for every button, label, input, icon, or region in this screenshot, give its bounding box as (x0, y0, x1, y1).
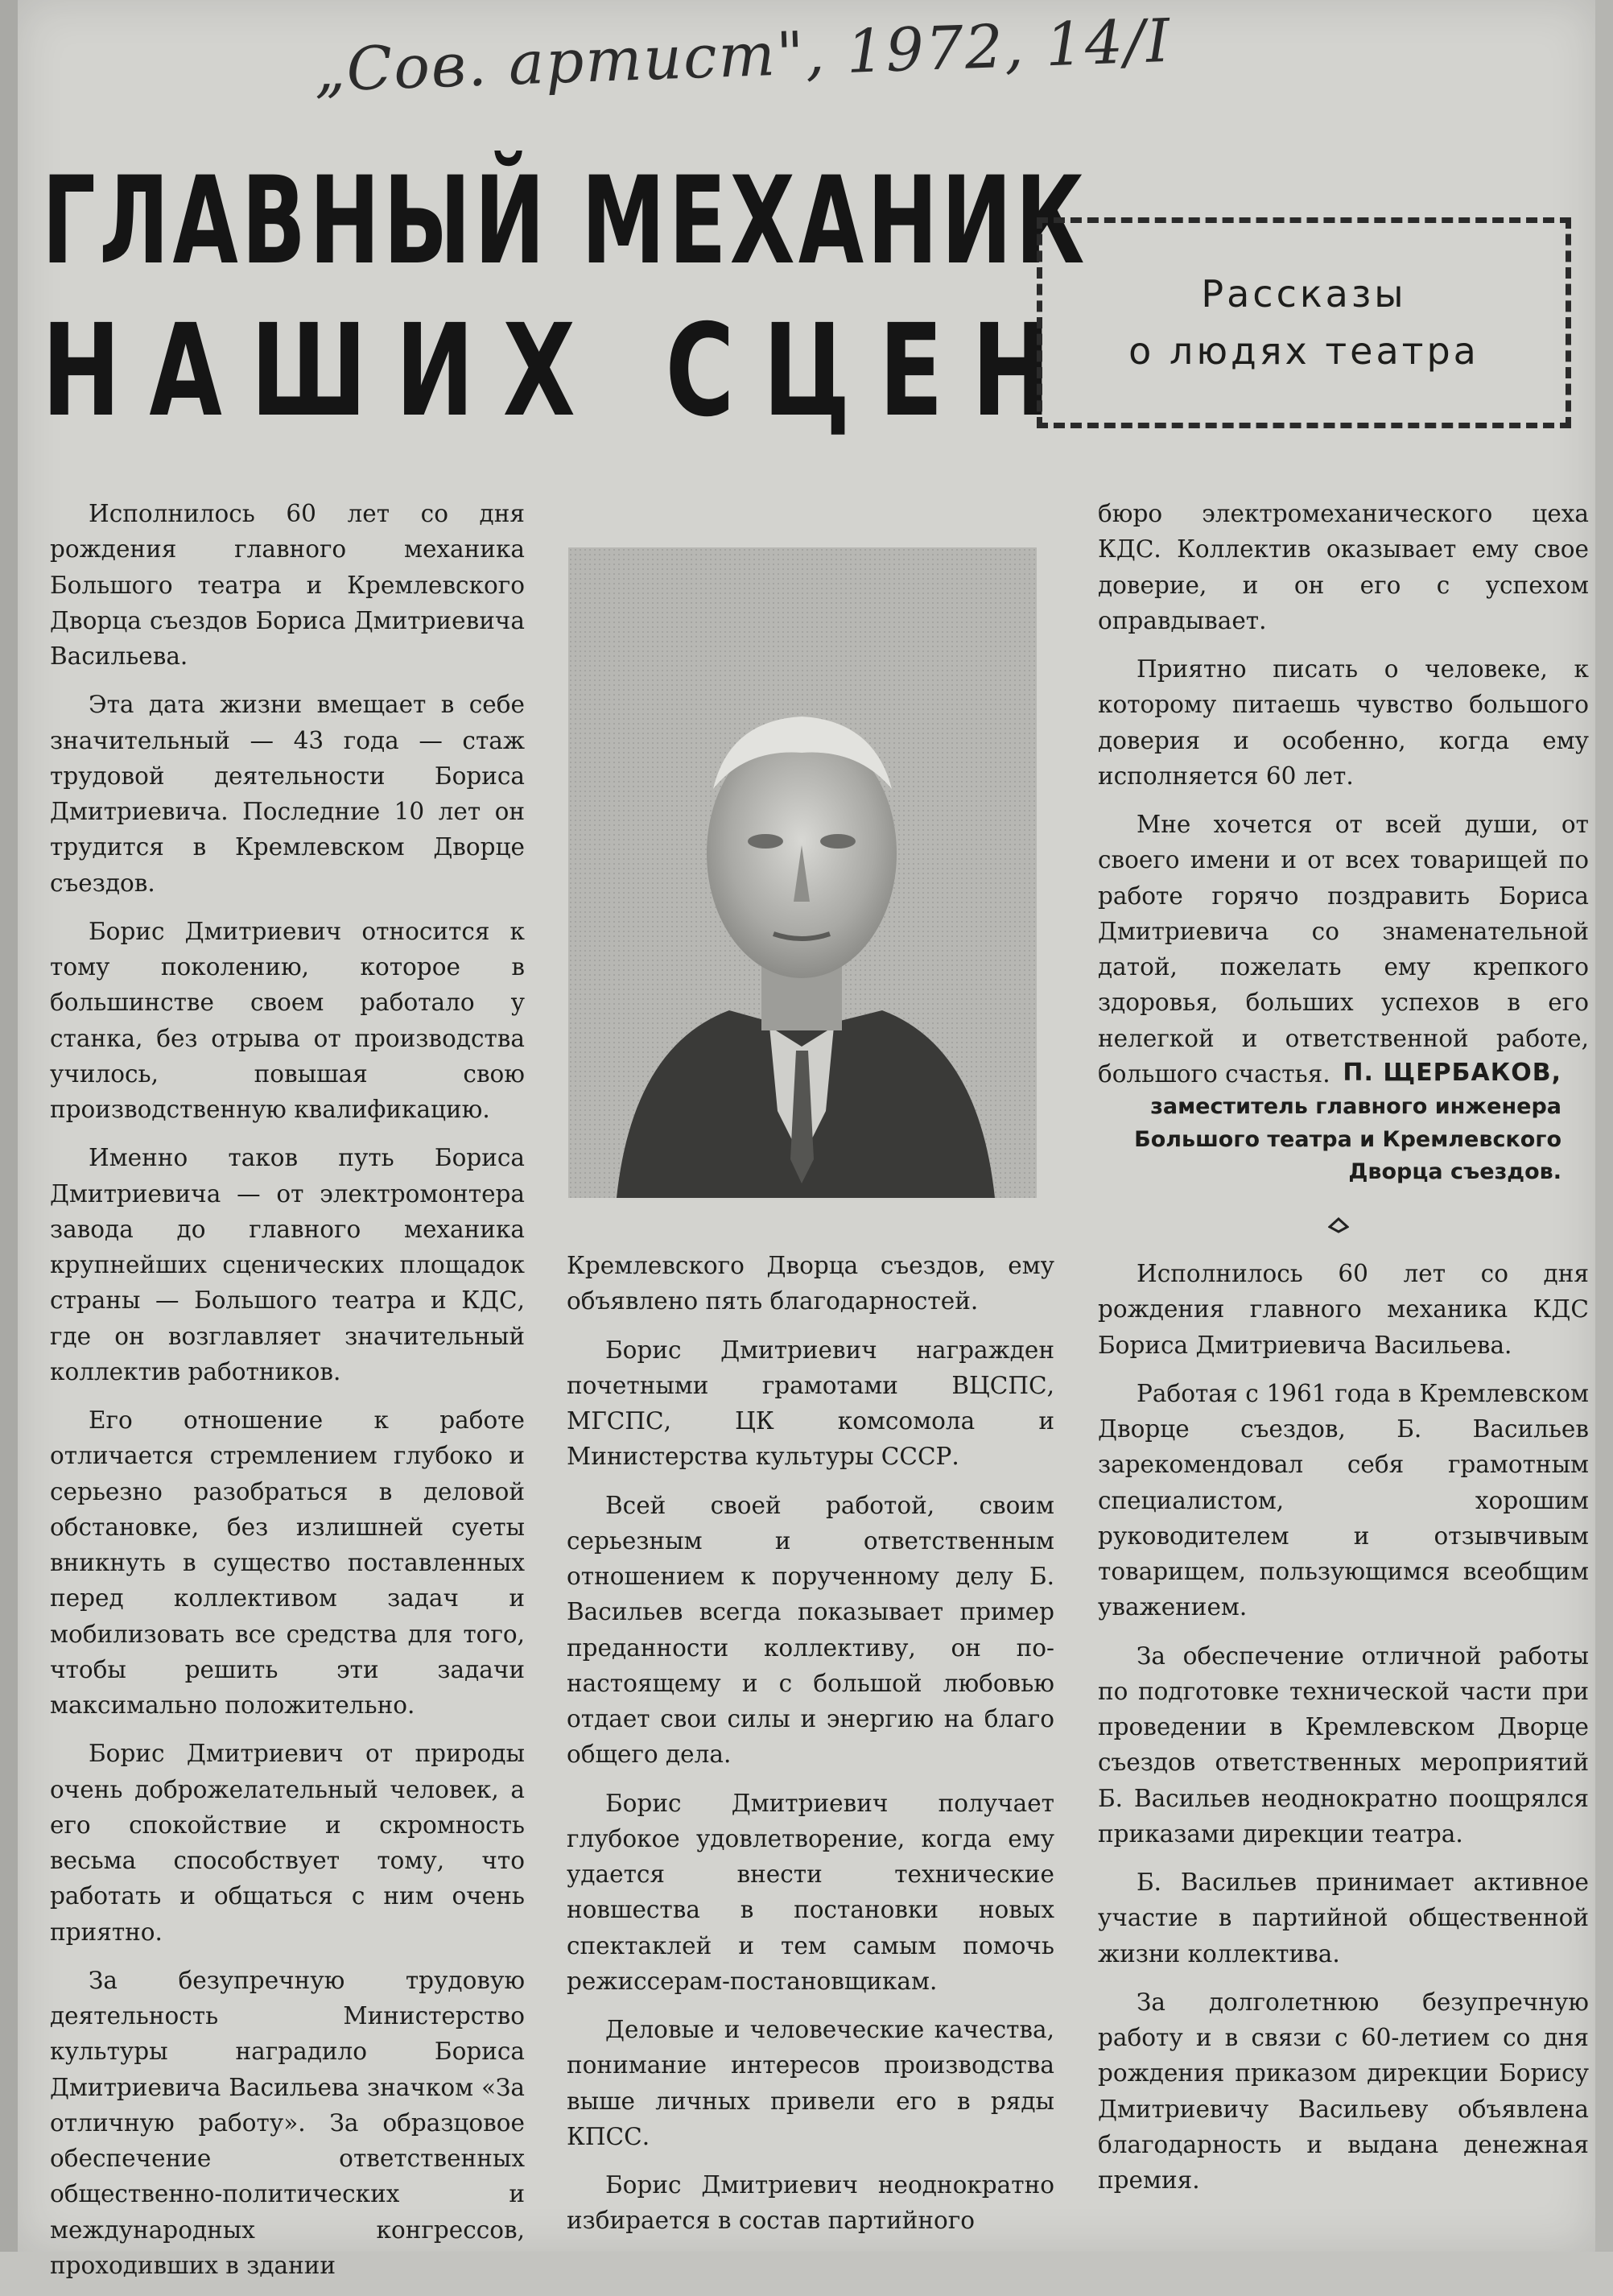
article-column-3-bottom (1098, 1256, 1589, 2211)
paragraph: Борис Дмитриевич от природы очень доброжелательный человек, а его спокойствие и скромность весьма способствует тому, что работать и общаться с ним очень приятно. (50, 1740, 525, 1946)
clipping-edge-left (0, 0, 19, 2252)
paragraph: Исполнилось 60 лет со дня рождения главного механика КДС Бориса Дмитриевича Васильева. (1098, 1260, 1589, 1359)
paragraph: Всей своей работой, своим серьезным и ответственным отношением к порученному делу Б. Васильев всегда показывает пример преданности коллективу, он по-настоящему и с большой любовью отдает свои силы и энергию на благо общего дела. (567, 1491, 1054, 1769)
paragraph: За обеспечение отличной работы по подготовке технической части при проведении в Кремлевском Дворце съездов ответственных мероприятий Б. Васильев неоднократно поощрялся приказами дирекции театра. (1098, 1641, 1589, 1848)
portrait-photo (568, 547, 1037, 1198)
paragraph: Его отношение к работе отличается стремлением глубоко и серьезно разобраться в деловой обстановке, без излишней суеты вникнуть в существо поставленных перед коллективом задач и мобилизовать все средства для того, чтобы решить эти задачи максимально положительно. (50, 1406, 525, 1719)
rubric-box (1037, 217, 1571, 428)
paragraph: Приятно писать о человеке, к которому питаешь чувство большого доверия и особенно, когда ему исполняется 60 лет. (1098, 655, 1589, 790)
paragraph: Борис Дмитриевич получает глубокое удовлетворение, когда ему удается внести технические новшества в постановки новых спектаклей и тем самым помочь режиссерам-постановщикам. (567, 1789, 1054, 1995)
headline-line-2: НАШИХ СЦЕН (42, 297, 1079, 445)
section-divider-icon (1328, 1217, 1349, 1233)
handwritten-source-note: „Сов. артист", 1972, 14/I (312, 6, 1173, 105)
paragraph: Б. Васильев принимает активное участие в партийной общественной жизни коллектива. (1098, 1869, 1589, 1968)
author-signature (1098, 1055, 1561, 1189)
paragraph: Деловые и человеческие качества, понимание интересов производства выше личных привели его в ряды КПСС. (567, 2016, 1054, 2150)
article-column-3-top (1098, 496, 1589, 1105)
paragraph: Исполнилось 60 лет со дня рождения главного механика Большого театра и Кремлевского Дворца съездов Бориса Дмитриевича Васильева. (50, 500, 525, 670)
clipping-edge-right (1595, 0, 1613, 2252)
portrait-photo-icon (568, 547, 1037, 1198)
paragraph: Мне хочется от всей души, от своего имени и от всех товарищей по работе горячо поздравить Бориса Дмитриевича со знаменательной датой, пожелать ему крепкого здоровья, больших успехов в его нелегкой и ответственной работе, большого счастья. (1098, 811, 1589, 1088)
paragraph: Эта дата жизни вмещает в себе значительный — 43 года — стаж трудовой деятельности Бориса Дмитриевича. Последние 10 лет он трудится в Кремлевском Дворце съездов. (50, 691, 525, 897)
article-column-1 (50, 496, 525, 2296)
paragraph: За безупречную трудовую деятельность Министерство культуры наградило Бориса Дмитриевича Васильева значком «За отличную работу». За образцовое обеспечение ответственных общественно-политических и международных конгрессов, проходивших в здании (50, 1966, 525, 2279)
paragraph: Борис Дмитриевич неоднократно избирается в состав партийного (567, 2171, 1054, 2235)
rubric-line-1: Рассказы (1201, 271, 1407, 316)
paragraph: Борис Дмитриевич относится к тому поколению, которое в большинстве своем работало у станка, без отрыва от производства училось, повышая свою производственную квалификацию. (50, 917, 525, 1123)
article-headline (42, 151, 1088, 445)
paragraph: Работая с 1961 года в Кремлевском Дворце съездов, Б. Васильев зарекомендовал себя грамотным специалистом, хорошим руководителем и отзывчивым товарищем, пользующимся всеобщим уважением. (1098, 1379, 1589, 1621)
rubric-line-2: о людях театра (1128, 329, 1479, 373)
article-column-2 (567, 1248, 1054, 2252)
paragraph: бюро электромеханического цеха КДС. Коллектив оказывает ему свое доверие, и он его с успехом оправдывает. (1098, 500, 1589, 634)
author-name: П. ЩЕРБАКОВ, (1343, 1059, 1561, 1087)
headline-line-1: ГЛАВНЫЙ МЕХАНИК (42, 151, 1088, 291)
author-title: заместитель главного инженера Большого театра и Кремлевского Дворца съездов. (1134, 1094, 1561, 1184)
paragraph: За долголетнюю безупречную работу и в связи с 60-летием со дня рождения приказом дирекции Борису Дмитриевичу Васильеву объявлена благодарность и выдана денежная премия. (1098, 1988, 1589, 2194)
paragraph: Кремлевского Дворца съездов, ему объявлено пять благодарностей. (567, 1252, 1054, 1315)
paragraph: Борис Дмитриевич награжден почетными грамотами ВЦСПС, МГСПС, ЦК комсомола и Министерства культуры СССР. (567, 1336, 1054, 1471)
paragraph: Именно таков путь Бориса Дмитриевича — от электромонтера завода до главного механика крупнейших сценических площадок страны — Большого театра и КДС, где он возглавляет значительный коллектив работников. (50, 1144, 525, 1385)
